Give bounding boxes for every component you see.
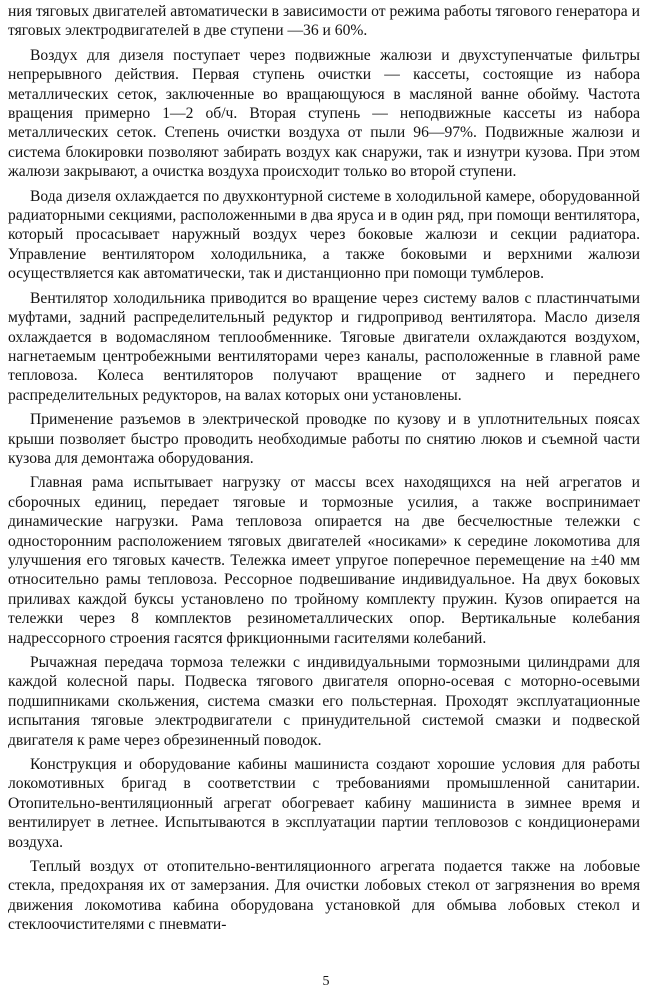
paragraph-main-frame-bogies: Главная рама испытывает нагрузку от массы всех находящихся на ней агрегатов и сборочных единиц, передает тяговые и тормозные усилия, а также воспринимает динамические нагрузки. Рама тепловоза опирается на две бесчелюстные тележки с односторонним расположением тяговых двигателей «носиками» к середине локомотива для улучшения его тяговых качеств. Тележка имеет упругое поперечное перемещение на ±40 мм относительно рамы тепловоза. Рессорное подвешивание индивидуальное. На двух боковых приливах каждой буксы установлено по тройному комплекту пружин. Кузов опирается на тележки через 8 комплектов резинометаллических опор. Вертикальные колебания надрессорного строения гасятся фрикционными гасителями колебаний. bbox=[8, 474, 640, 647]
paragraph-water-cooling-system: Вода дизеля охлаждается по двухконтурной системе в холодильной камере, оборудованной радиаторными секциями, расположенными в два яруса и в один ряд, при помощи вентилятора, который просасывает наружный воздух через боковые жалюзи и секции радиатора. Управление вентилятором холодильника, а также боковыми и верхними жалюзи осуществляется как автоматически, так и дистанционно при помощи тумблеров. bbox=[8, 187, 640, 283]
paragraph-air-intake-filters: Воздух для дизеля поступает через подвижные жалюзи и двухступенчатые фильтры непрерывного действия. Первая ступень очистки — кассеты, состоящие из набора металлических сеток, заключенные во вращающуюся в масляной ванне обойму. Частота вращения примерно 1—2 об/ч. Вторая ступень — неподвижные кассеты из набора металлических сеток. Степень очистки воздуха от пыли 96—97%. Подвижные жалюзи и система блокировки позволяют забирать воздух как снаружи, так и изнутри кузова. При этом жалюзи закрывают, а очистка воздуха происходит только во второй ступени. bbox=[8, 46, 640, 181]
paragraph-driver-cab: Конструкция и оборудование кабины машиниста создают хорошие условия для работы локомотивных бригад в соответствии с требованиями промышленной санитарии. Отопительно-вентиляционный агрегат обогревает кабину машиниста в зимнее время и вентилирует в летнее. Испытываются в эксплуатации партии тепловозов с кондиционерами воздуха. bbox=[8, 756, 640, 851]
paragraph-traction-motor-field-weakening: ния тяговых двигателей автоматически в зависимости от режима работы тягового генератора и тяговых электродвигателей в две ступени —36 и 60%. bbox=[8, 3, 640, 40]
page-number: 5 bbox=[322, 974, 330, 989]
paragraph-cooler-fan-drive: Вентилятор холодильника приводится во вращение через систему валов с пластинчатыми муфтами, задний распределительный редуктор и гидропривод вентилятора. Масло дизеля охлаждается в водомасляном теплообменнике. Тяговые двигатели охлаждаются воздухом, нагнетаемым центробежными вентиляторами через каналы, расположенные в главной раме тепловоза. Колеса вентиляторов получают вращение от заднего и переднего распределительных редукторов, на валах которых они установлены. bbox=[8, 289, 640, 404]
paragraph-brake-rigging: Рычажная передача тормоза тележки с индивидуальными тормозными цилиндрами для каждой колесной пары. Подвеска тягового двигателя опорно-осевая с моторно-осевыми подшипниками скольжения, система смазки его польстерная. Проходят эксплуатационные испытания тяговые электродвигатели с принудительной системой смазки и подвеской двигателя к раме через обрезиненный поводок. bbox=[8, 654, 640, 749]
text-body bbox=[8, 2, 640, 957]
paragraph-windshield-heating: Теплый воздух от отопительно-вентиляционного агрегата подается также на лобовые стекла, предохраняя их от замерзания. Для очистки лобовых стекол от загрязнения во время движения локомотива кабина оборудована установкой для обмыва лобовых стекол и стеклоочистителями с пневмати- bbox=[8, 858, 640, 934]
paragraph-electrical-connectors: Применение разъемов в электрической проводке по кузову и в уплотнительных поясах крыши позволяет быстро проводить необходимые работы по снятию люков и съемной части кузова для демонтажа оборудования. bbox=[8, 411, 640, 467]
